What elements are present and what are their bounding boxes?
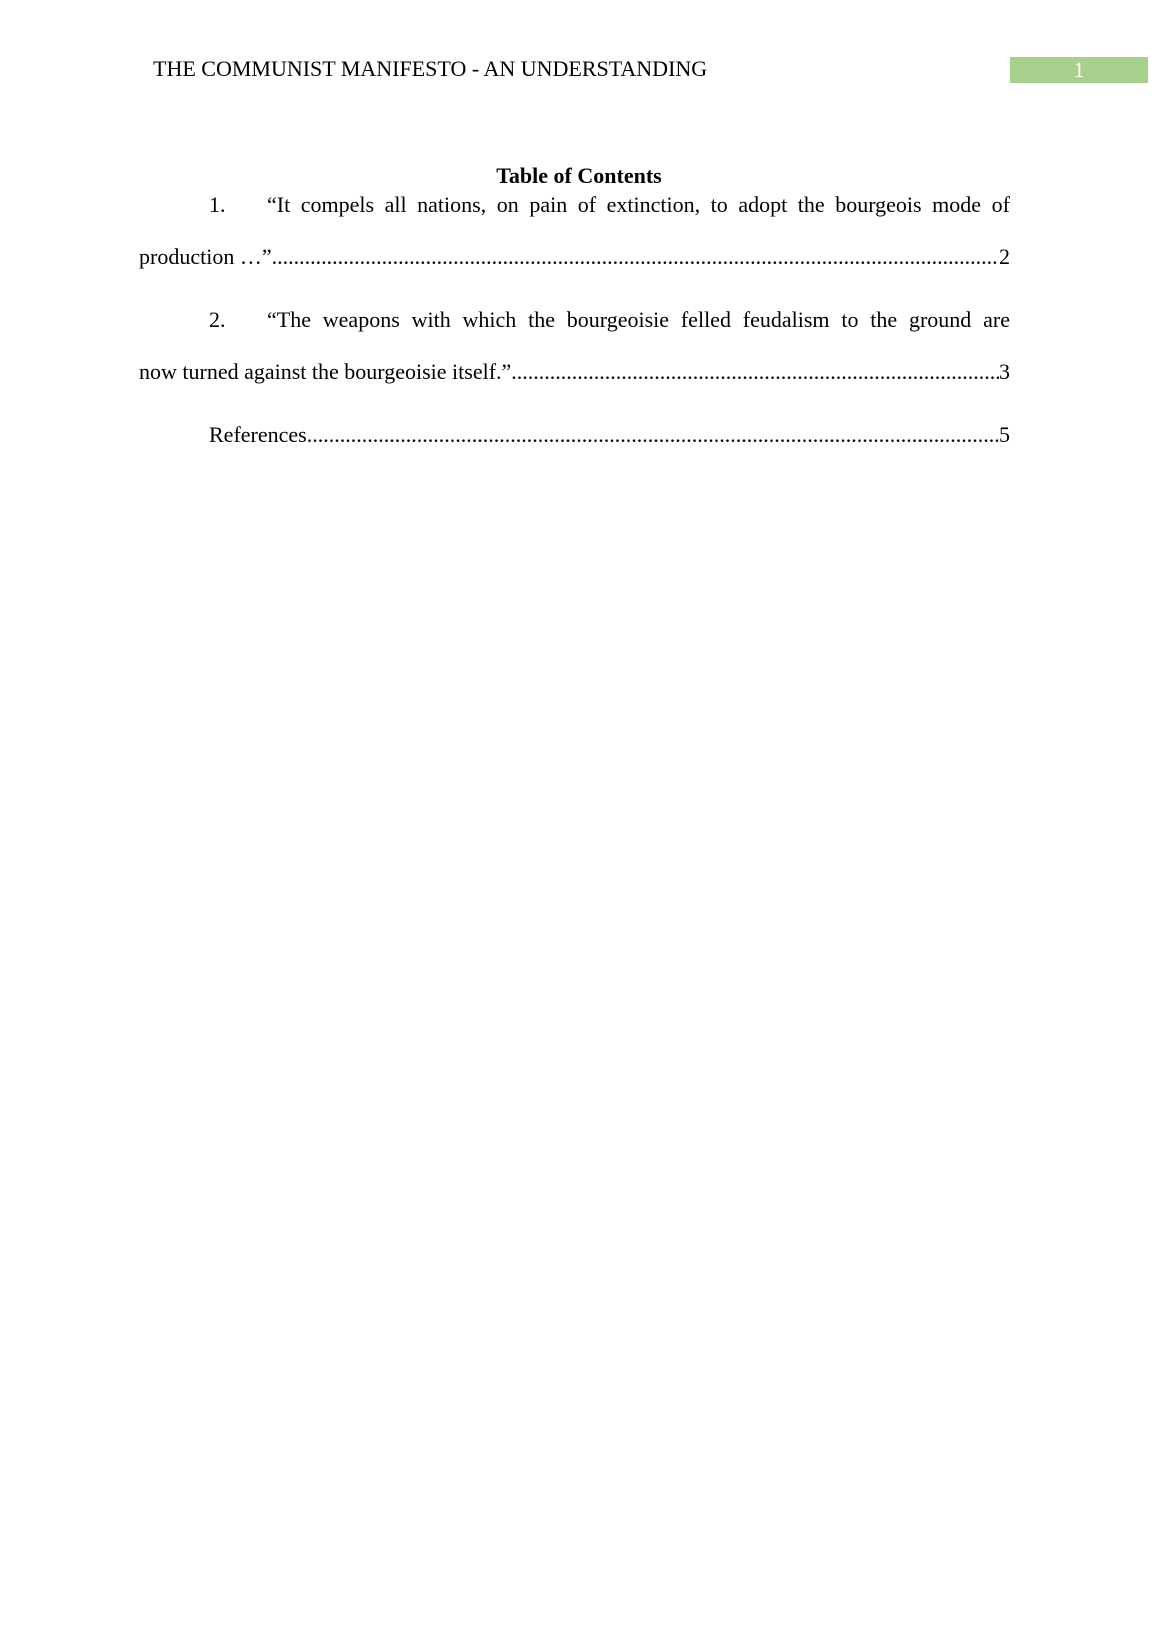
toc-word: on	[496, 192, 519, 217]
toc-word: felled	[680, 307, 731, 332]
toc-word: “The	[267, 307, 311, 332]
dot-leader	[511, 357, 999, 387]
toc-entry-page: 3	[999, 359, 1010, 384]
toc-entry-1-line-1[interactable]	[139, 190, 1010, 220]
toc-word: of	[991, 192, 1010, 217]
toc-entry-title-continued: production …”	[139, 244, 272, 269]
toc-entry-title	[267, 305, 1010, 335]
toc-word: are	[983, 307, 1010, 332]
toc-entry-title	[267, 190, 1010, 220]
toc-word: mode	[932, 192, 982, 217]
toc-entry-references[interactable]	[139, 420, 1010, 450]
toc-word: with	[411, 307, 451, 332]
toc-word: to	[841, 307, 859, 332]
toc-entry-2-line-2[interactable]	[139, 357, 1010, 387]
toc-word: pain	[529, 192, 568, 217]
toc-word: compels	[300, 192, 375, 217]
toc-word: extinction,	[606, 192, 701, 217]
toc-heading: Table of Contents	[496, 163, 662, 188]
toc-entry-number: 2.	[209, 307, 226, 332]
toc-word: “It	[267, 192, 291, 217]
dot-leader	[272, 242, 999, 272]
toc-entry-number: 1.	[209, 192, 226, 217]
toc-word: feudalism	[742, 307, 830, 332]
toc-word: bourgeoisie	[566, 307, 670, 332]
toc-word: to	[710, 192, 728, 217]
toc-word: of	[577, 192, 597, 217]
toc-entry-1-line-2[interactable]	[139, 242, 1010, 272]
toc-word: the	[528, 307, 555, 332]
toc-word: nations,	[417, 192, 487, 217]
running-header-title: THE COMMUNIST MANIFESTO - AN UNDERSTANDING	[153, 56, 708, 81]
toc-entry-page: 5	[999, 422, 1010, 447]
toc-word: all	[384, 192, 407, 217]
toc-word: ground	[908, 307, 972, 332]
toc-entry-title: References	[209, 422, 307, 447]
toc-word: bourgeois	[835, 192, 922, 217]
toc-word: adopt	[738, 192, 788, 217]
page-number: 1	[1073, 57, 1085, 82]
toc-entry-title-continued: now turned against the bourgeoisie itself.”	[139, 359, 512, 384]
toc-entry-2-line-1[interactable]	[139, 305, 1010, 335]
toc-word: which	[462, 307, 517, 332]
page-number-badge	[1010, 57, 1148, 83]
dot-leader	[307, 420, 999, 450]
toc-word: weapons	[322, 307, 400, 332]
toc-entry-page: 2	[999, 244, 1010, 269]
toc-word: the	[797, 192, 825, 217]
toc-word: the	[870, 307, 898, 332]
